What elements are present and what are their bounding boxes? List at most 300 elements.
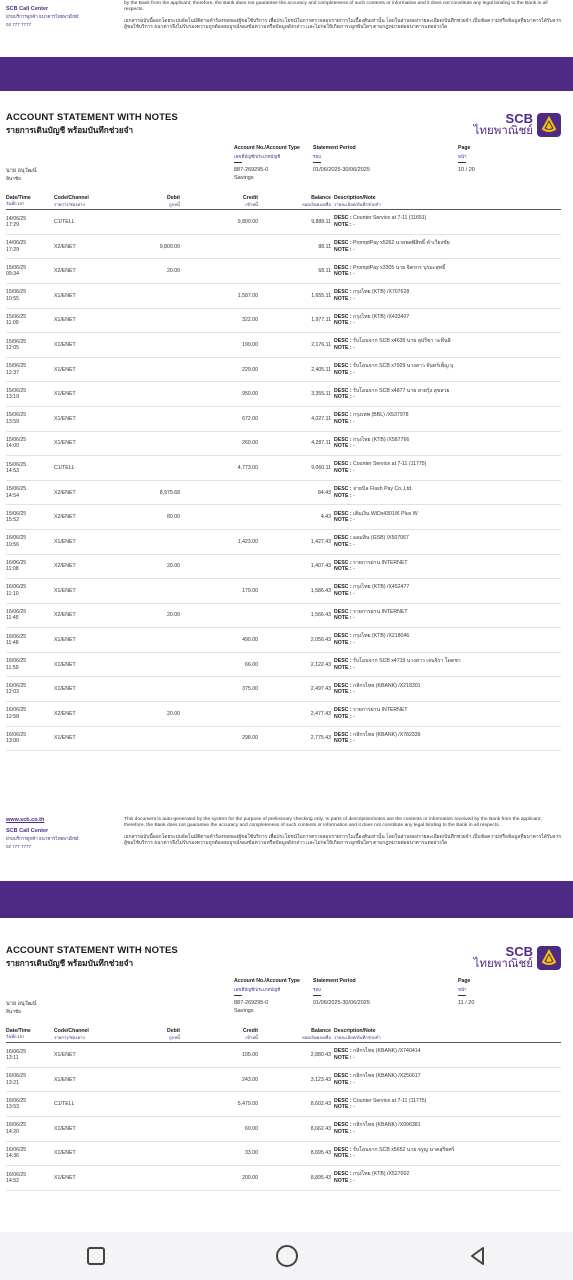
col-credit: Credit xyxy=(243,1028,258,1034)
txn-note: - xyxy=(353,1104,355,1111)
txn-channel: X1/ENET xyxy=(54,292,76,299)
note-prefix: NOTE : xyxy=(334,590,352,597)
txn-note: - xyxy=(353,517,355,524)
desc-prefix: DESC : xyxy=(334,313,352,320)
logo-thai-text: ไทยพาณิชย์ xyxy=(473,125,533,137)
android-nav-bar xyxy=(0,1232,573,1280)
statement-page-11 xyxy=(0,945,573,1191)
txn-debit xyxy=(110,210,180,235)
txn-balance: 8,695.43 xyxy=(310,1150,331,1157)
txn-date: 16/06/25 xyxy=(6,658,27,665)
page-label: Page xyxy=(458,978,471,984)
txn-credit xyxy=(180,702,258,727)
col-balance-th: ยอดเงินคงเหลือ xyxy=(302,202,331,207)
table-row xyxy=(6,628,561,653)
logo-scb-text: SCB xyxy=(505,111,533,126)
note-prefix: NOTE : xyxy=(334,394,352,401)
txn-date: 15/06/25 xyxy=(6,436,27,443)
txn-description: จ่ายบิล Flash Pay Co.,Ltd. xyxy=(353,485,413,492)
txn-debit xyxy=(110,1067,180,1092)
note-prefix: NOTE : xyxy=(334,615,352,622)
desc-prefix: DESC : xyxy=(334,412,352,419)
col-debit: Debit xyxy=(167,195,180,201)
back-button[interactable] xyxy=(458,1236,498,1276)
back-icon xyxy=(467,1245,489,1267)
note-prefix: NOTE : xyxy=(334,664,352,671)
txn-note: - xyxy=(353,246,355,253)
txn-description: Counter Service at 7-11 (11775) xyxy=(353,1097,427,1104)
table-row xyxy=(6,603,561,628)
txn-debit xyxy=(110,333,180,358)
transaction-table xyxy=(6,195,561,751)
note-prefix: NOTE : xyxy=(334,640,352,647)
scb-emblem-icon xyxy=(537,946,561,970)
txn-credit: 1,587.00 xyxy=(237,292,258,299)
txn-credit xyxy=(180,505,258,530)
customer-name: นาย อนุวัฒน์ xyxy=(6,1001,37,1007)
desc-prefix: DESC : xyxy=(334,1097,352,1104)
txn-balance: 4.43 xyxy=(320,514,331,521)
note-prefix: NOTE : xyxy=(334,295,352,302)
table-row xyxy=(6,702,561,727)
txn-channel: X1/ENET xyxy=(54,686,76,693)
txn-description: กสิกรไทย (KBANK) /X782339 xyxy=(353,731,421,738)
table-row xyxy=(6,406,561,431)
txn-description: รายการผ่าน INTERNET xyxy=(353,608,408,615)
note-prefix: NOTE : xyxy=(334,246,352,253)
desc-prefix: DESC : xyxy=(334,436,352,443)
txn-channel: X1/ENET xyxy=(54,1174,76,1181)
page-title: ACCOUNT STATEMENT WITH NOTES xyxy=(6,945,178,956)
desc-prefix: DESC : xyxy=(334,510,352,517)
txn-balance: 2,405.11 xyxy=(311,366,331,373)
desc-prefix: DESC : xyxy=(334,633,352,640)
note-prefix: NOTE : xyxy=(334,1177,352,1184)
txn-time: 11:48 xyxy=(6,640,19,647)
txn-credit xyxy=(180,259,258,284)
table-row xyxy=(6,1092,561,1117)
txn-note: - xyxy=(353,492,355,499)
table-row xyxy=(6,1043,561,1068)
txn-channel: X1/ENET xyxy=(54,1076,76,1083)
note-prefix: NOTE : xyxy=(334,1079,352,1086)
txn-time: 17:29 xyxy=(6,221,19,228)
col-debit: Debit xyxy=(167,1028,180,1034)
desc-prefix: DESC : xyxy=(334,387,352,394)
call-center-th: ฝ่ายบริการลูกค้า ธนาคารไทยพาณิชย์ xyxy=(6,836,79,841)
txn-credit: 4,773.00 xyxy=(237,464,258,471)
txn-date: 15/06/25 xyxy=(6,412,27,419)
txn-channel: X1/ENET xyxy=(54,391,76,398)
desc-prefix: DESC : xyxy=(334,608,352,615)
txn-balance: 1,566.43 xyxy=(310,612,331,619)
txn-balance: 2,477.43 xyxy=(310,710,331,717)
page-number: 11 / 20 xyxy=(458,1000,475,1006)
txn-description: กรุงไทย (KTB) /X527002 xyxy=(353,1171,410,1178)
txn-debit: 20.00 xyxy=(167,563,180,570)
table-row xyxy=(6,579,561,604)
scb-emblem-icon xyxy=(537,113,561,137)
txn-note: - xyxy=(353,689,355,696)
table-row xyxy=(6,456,561,481)
desc-prefix: DESC : xyxy=(334,338,352,345)
note-prefix: NOTE : xyxy=(334,1104,352,1111)
home-button[interactable] xyxy=(267,1236,307,1276)
txn-balance: 1,977.11 xyxy=(311,317,331,324)
account-label: Account No./Account Type xyxy=(234,145,300,151)
scb-logo xyxy=(474,945,561,970)
txn-time: 14:36 xyxy=(6,1153,19,1160)
account-info xyxy=(6,978,561,1028)
txn-date: 16/06/25 xyxy=(6,1122,27,1129)
page-number: 10 / 20 xyxy=(458,167,475,173)
txn-balance: 2,497.43 xyxy=(310,686,331,693)
txn-description: กรุงเทพ (BBL) /X537978 xyxy=(353,412,409,419)
period-label-th: รอบ xyxy=(313,987,321,992)
txn-balance: 2,122.43 xyxy=(310,661,331,668)
table-row xyxy=(6,333,561,358)
txn-debit xyxy=(110,406,180,431)
txn-date: 16/06/25 xyxy=(6,535,27,542)
txn-time: 13:11 xyxy=(6,1054,19,1061)
txn-time: 14:00 xyxy=(6,443,19,450)
txn-balance: 4,027.11 xyxy=(311,415,331,422)
txn-channel: X2/ENET xyxy=(54,243,76,250)
txn-balance: 3,123.43 xyxy=(310,1076,331,1083)
page-label: Page xyxy=(458,145,471,151)
txn-channel: X1/ENET xyxy=(54,587,76,594)
txn-note: - xyxy=(353,640,355,647)
txn-credit xyxy=(180,603,258,628)
col-channel-th: รายการ/ช่องทาง xyxy=(54,1035,85,1040)
txn-debit xyxy=(110,1141,180,1166)
txn-credit: 229.00 xyxy=(242,366,258,373)
txn-note: - xyxy=(353,615,355,622)
txn-time: 13:53 xyxy=(6,1104,19,1111)
desc-prefix: DESC : xyxy=(334,239,352,246)
txn-note: - xyxy=(353,1054,355,1061)
txn-time: 11:45 xyxy=(6,615,19,622)
col-debit-th: ถูกหนี้ xyxy=(169,1035,180,1040)
table-row xyxy=(6,259,561,284)
page-title: ACCOUNT STATEMENT WITH NOTES xyxy=(6,112,178,123)
note-prefix: NOTE : xyxy=(334,344,352,351)
txn-time: 12:37 xyxy=(6,369,19,376)
note-prefix: NOTE : xyxy=(334,541,352,548)
txn-balance: 9,060.11 xyxy=(311,464,331,471)
txn-channel: X1/ENET xyxy=(54,317,76,324)
logo-scb-text: SCB xyxy=(505,944,533,959)
txn-credit: 260.00 xyxy=(242,440,258,447)
call-center-phone: 02 777 7777 xyxy=(6,21,32,27)
txn-date: 16/06/25 xyxy=(6,682,27,689)
txn-note: - xyxy=(353,1128,355,1135)
txn-credit: 672.00 xyxy=(242,415,258,422)
txn-note: - xyxy=(353,713,355,720)
txn-debit: 9,800.00 xyxy=(159,243,180,250)
txn-description: Counter Service at 7-11 (11651) xyxy=(353,215,427,222)
table-row xyxy=(6,283,561,308)
txn-balance: 2,775.43 xyxy=(310,735,331,742)
txn-description: กสิกรไทย (KBANK) /X218301 xyxy=(353,682,421,689)
txn-channel: X2/ENET xyxy=(54,612,76,619)
page-separator-band xyxy=(0,881,573,918)
statement-page-10 xyxy=(0,112,573,751)
note-prefix: NOTE : xyxy=(334,369,352,376)
txn-time: 15:52 xyxy=(6,517,19,524)
txn-time: 13:21 xyxy=(6,1079,19,1086)
txn-balance: 84.43 xyxy=(318,489,331,496)
txn-note: - xyxy=(353,738,355,745)
txn-time: 11:59 xyxy=(6,664,19,671)
txn-note: - xyxy=(353,467,355,474)
txn-credit: 60.00 xyxy=(245,1125,258,1132)
col-balance: Balance xyxy=(311,195,331,201)
txn-time: 14:52 xyxy=(6,1177,19,1184)
txn-description: รายการผ่าน INTERNET xyxy=(353,559,408,566)
disclaimer-th: เอกสารฉบับนี้ออกโดยระบบอัตโนมัติตามคำร้องขอของผู้ขอใช้บริการ เพื่อประโยชน์ในการตรวจสอบรายการในเบื้องต้นเท่านั้น โดยในส่วนของรายละเอียด/บันทึกช่วยจำ เป็นข้อความหรือข้อมูลที่ธนาคารได้รับจากผู้ขอใช้บริการ ธนาคารจึงไม่รับรองความถูกต้องสมบูรณ์ของข้อความหรือข้อมูลดังกล่าว และไม่ก่อให้เกิดภาระผูกพันใดๆ ตามกฎหมายต่อธนาคารแต่อย่างใด xyxy=(124,834,562,847)
txn-description: PromptPay x3305 นาย จิตรกร บุรมะสุทธิ์ xyxy=(353,264,446,271)
txn-balance: 1,586.43 xyxy=(310,587,331,594)
txn-date: 16/06/25 xyxy=(6,1171,27,1178)
note-prefix: NOTE : xyxy=(334,1128,352,1135)
txn-description: รับโอนจาก SCB x5652 นาย จรูญ นาคสุริยศร์ xyxy=(353,1146,455,1153)
note-prefix: NOTE : xyxy=(334,443,352,450)
txn-credit: 322.00 xyxy=(242,317,258,324)
txn-time: 17:29 xyxy=(6,246,19,253)
desc-prefix: DESC : xyxy=(334,682,352,689)
period-label-th: รอบ xyxy=(313,154,321,159)
txn-balance: 9,888.11 xyxy=(311,218,331,225)
home-icon xyxy=(274,1243,300,1269)
txn-channel: X2/ENET xyxy=(54,514,76,521)
txn-debit xyxy=(110,628,180,653)
txn-channel: C1/TELL xyxy=(54,1101,75,1108)
disclaimer-th-partial: เอกสารฉบับนี้ออกโดยระบบอัตโนมัติตามคำร้องขอของผู้ขอใช้บริการ เพื่อประโยชน์ในการตรวจสอบรายการในเบื้องต้นเท่านั้น โดยในส่วนของรายละเอียด/บันทึกช่วยจำ เป็นข้อความหรือข้อมูลที่ธนาคารได้รับจากผู้ขอใช้บริการ ธนาคารจึงไม่รับรองความถูกต้องสมบูรณ์ของข้อความหรือข้อมูลดังกล่าว และไม่ก่อให้เกิดภาระผูกพันใดๆ ตามกฎหมายต่อธนาคารแต่อย่างใด xyxy=(124,18,562,31)
txn-time: 13:19 xyxy=(6,394,19,401)
desc-prefix: DESC : xyxy=(334,559,352,566)
txn-time: 14:53 xyxy=(6,467,19,474)
desc-prefix: DESC : xyxy=(334,535,352,542)
txn-channel: X1/ENET xyxy=(54,440,76,447)
txn-date: 15/06/25 xyxy=(6,486,27,493)
note-prefix: NOTE : xyxy=(334,492,352,499)
table-row xyxy=(6,726,561,751)
account-type: Savings xyxy=(234,175,254,181)
txn-debit: 8,975.68 xyxy=(159,489,180,496)
page-title-th: รายการเดินบัญชี พร้อมบันทึกช่วยจำ xyxy=(6,959,134,968)
txn-debit xyxy=(110,357,180,382)
table-row xyxy=(6,1116,561,1141)
period-label: Statement Period xyxy=(313,978,356,984)
desc-prefix: DESC : xyxy=(334,215,352,222)
txn-date: 15/06/25 xyxy=(6,289,27,296)
col-datetime-th: วันที่/เวลา xyxy=(6,1034,25,1040)
note-prefix: NOTE : xyxy=(334,320,352,327)
txn-channel: X1/ENET xyxy=(54,538,76,545)
txn-date: 16/06/25 xyxy=(6,1073,27,1080)
table-row xyxy=(6,308,561,333)
txn-credit: 9,800.00 xyxy=(237,218,258,225)
txn-time: 12:03 xyxy=(6,689,19,696)
desc-prefix: DESC : xyxy=(334,584,352,591)
call-center-label: SCB Call Center xyxy=(6,6,49,12)
txn-description: รับโอนจาก SCB x4635 นาย สุปรีชา วะทีนสิ xyxy=(353,338,451,345)
page-footer xyxy=(0,817,573,849)
txn-debit xyxy=(110,529,180,554)
txn-balance: 8,662.43 xyxy=(310,1125,331,1132)
txn-description: กสิกรไทย (KBANK) /X256617 xyxy=(353,1072,421,1079)
txn-note: - xyxy=(353,1177,355,1184)
txn-date: 16/06/25 xyxy=(6,1146,27,1153)
col-datetime: Date/Time xyxy=(6,195,31,201)
table-row xyxy=(6,1166,561,1191)
txn-date: 15/06/25 xyxy=(6,510,27,517)
txn-debit xyxy=(110,283,180,308)
note-prefix: NOTE : xyxy=(334,738,352,745)
col-description: Description/Note xyxy=(334,195,376,201)
txn-description: กรุงไทย (KTB) /X218046 xyxy=(353,633,410,640)
col-channel: Code/Channel xyxy=(54,195,89,201)
table-row xyxy=(6,480,561,505)
txn-description: Counter Service at 7-11 (11775) xyxy=(353,461,427,468)
txn-description: กสิกรไทย (KBANK) /X740414 xyxy=(353,1048,421,1055)
txn-channel: X1/ENET xyxy=(54,735,76,742)
txn-time: 13:59 xyxy=(6,418,19,425)
txn-note: - xyxy=(353,443,355,450)
txn-date: 16/06/25 xyxy=(6,609,27,616)
scb-website-link[interactable]: www.scb.co.th xyxy=(6,817,45,823)
txn-time: 13:00 xyxy=(6,738,19,745)
txn-note: - xyxy=(353,344,355,351)
txn-description: กรุงไทย (KTB) /X452477 xyxy=(353,584,410,591)
txn-debit xyxy=(110,308,180,333)
txn-date: 15/06/25 xyxy=(6,461,27,468)
txn-description: กสิกรไทย (KBANK) /X996381 xyxy=(353,1122,421,1129)
txn-balance: 3,355.11 xyxy=(311,391,331,398)
note-prefix: NOTE : xyxy=(334,467,352,474)
txn-time: 14:54 xyxy=(6,492,19,499)
txn-channel: X2/ENET xyxy=(54,710,76,717)
txn-time: 11:08 xyxy=(6,566,19,573)
txn-time: 09:34 xyxy=(6,271,19,278)
txn-debit xyxy=(110,1166,180,1191)
txn-description: รายการผ่าน INTERNET xyxy=(353,707,408,714)
txn-debit: 20.00 xyxy=(167,268,180,275)
txn-debit xyxy=(110,431,180,456)
txn-channel: X1/ENET xyxy=(54,1150,76,1157)
table-row xyxy=(6,652,561,677)
page-label-th: หน้า xyxy=(458,987,467,992)
txn-channel: X1/ENET xyxy=(54,366,76,373)
desc-prefix: DESC : xyxy=(334,289,352,296)
account-label: Account No./Account Type xyxy=(234,978,300,984)
note-prefix: NOTE : xyxy=(334,1153,352,1160)
txn-description: PromptPay x5262 นายพลพิสิทธิ์ คำเวียงชัย xyxy=(353,239,450,246)
col-debit-th: ถูกหนี้ xyxy=(169,202,180,207)
txn-description: เติมเงิน WiDx4301/K Plus W xyxy=(353,510,418,517)
col-channel: Code/Channel xyxy=(54,1028,89,1034)
txn-debit xyxy=(110,1092,180,1117)
table-row xyxy=(6,1067,561,1092)
txn-credit: 298.00 xyxy=(242,735,258,742)
desc-prefix: DESC : xyxy=(334,362,352,369)
txn-debit: 20.00 xyxy=(167,612,180,619)
desc-prefix: DESC : xyxy=(334,1072,352,1079)
col-description-th: รายละเอียด/บันทึกช่วยจำ xyxy=(334,1034,381,1040)
txn-date: 15/06/25 xyxy=(6,313,27,320)
period-label: Statement Period xyxy=(313,145,356,151)
txn-description: กรุงไทย (KTB) /X587766 xyxy=(353,436,410,443)
recent-apps-icon xyxy=(85,1245,107,1267)
table-row xyxy=(6,382,561,407)
txn-date: 16/06/25 xyxy=(6,633,27,640)
col-credit: Credit xyxy=(243,195,258,201)
txn-date: 16/06/25 xyxy=(6,584,27,591)
txn-time: 12:05 xyxy=(6,344,19,351)
account-info xyxy=(6,145,561,195)
recent-apps-button[interactable] xyxy=(76,1236,116,1276)
note-prefix: NOTE : xyxy=(334,1054,352,1061)
desc-prefix: DESC : xyxy=(334,707,352,714)
desc-prefix: DESC : xyxy=(334,1146,352,1153)
desc-prefix: DESC : xyxy=(334,658,352,665)
txn-note: - xyxy=(353,369,355,376)
note-prefix: NOTE : xyxy=(334,689,352,696)
txn-channel: X2/ENET xyxy=(54,268,76,275)
txn-channel: X1/ENET xyxy=(54,661,76,668)
txn-credit: 243.00 xyxy=(242,1076,258,1083)
txn-balance: 1,655.11 xyxy=(311,292,331,299)
call-center-phone: 02 777 7777 xyxy=(6,843,32,849)
table-row xyxy=(6,529,561,554)
txn-note: - xyxy=(353,1079,355,1086)
note-prefix: NOTE : xyxy=(334,221,352,228)
txn-note: - xyxy=(353,566,355,573)
txn-balance: 8,895.43 xyxy=(310,1174,331,1181)
desc-prefix: DESC : xyxy=(334,264,352,271)
txn-debit xyxy=(110,726,180,751)
txn-channel: X1/ENET xyxy=(54,1051,76,1058)
txn-date: 15/06/25 xyxy=(6,363,27,370)
txn-channel: X2/ENET xyxy=(54,489,76,496)
txn-time: 10:56 xyxy=(6,541,19,548)
txn-description: กรุงไทย (KTB) /X433407 xyxy=(353,313,410,320)
txn-channel: X2/ENET xyxy=(54,563,76,570)
statement-period: 01/06/2025-30/06/2025 xyxy=(313,1000,370,1006)
txn-debit xyxy=(110,652,180,677)
col-balance: Balance xyxy=(311,1028,331,1034)
txn-debit xyxy=(110,1116,180,1141)
txn-credit: 200.00 xyxy=(242,1174,258,1181)
txn-note: - xyxy=(353,590,355,597)
table-row xyxy=(6,234,561,259)
call-center-th: ฝ่ายบริการลูกค้า ธนาคารไทยพาณิชย์ xyxy=(6,14,79,19)
col-channel-th: รายการ/ช่องทาง xyxy=(54,202,85,207)
col-datetime-th: วันที่/เวลา xyxy=(6,201,25,207)
txn-note: - xyxy=(353,295,355,302)
desc-prefix: DESC : xyxy=(334,1122,352,1129)
txn-time: 14:20 xyxy=(6,1128,19,1135)
txn-date: 15/06/25 xyxy=(6,387,27,394)
txn-channel: X1/ENET xyxy=(54,1125,76,1132)
table-row xyxy=(6,1141,561,1166)
txn-time: 10:55 xyxy=(6,295,19,302)
txn-time: 12:58 xyxy=(6,713,19,720)
logo-thai-text: ไทยพาณิชย์ xyxy=(473,958,533,970)
txn-balance: 1,407.43 xyxy=(310,563,331,570)
txn-debit xyxy=(110,456,180,481)
